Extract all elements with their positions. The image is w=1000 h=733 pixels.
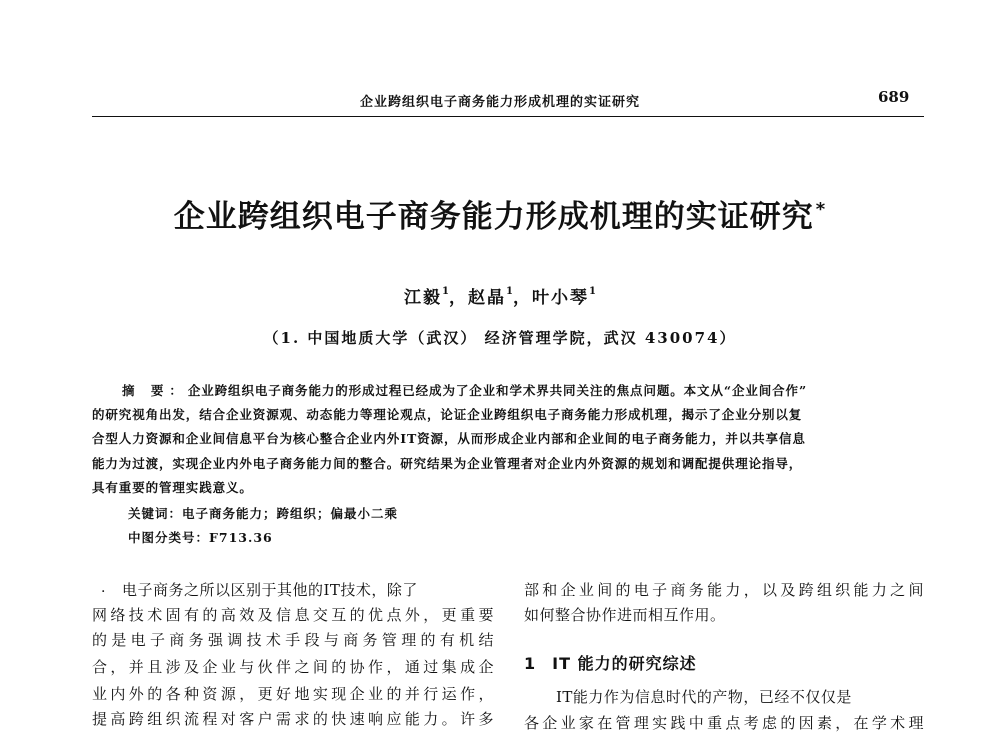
- abstract-text: 企业跨组织电子商务能力的形成过程已经成为了企业和学术界共同关注的焦点问题。本文从“企业间合作”: [187, 383, 808, 398]
- classification-text: F713.36: [209, 530, 273, 545]
- keywords: [128, 504, 398, 522]
- author-list: [0, 283, 1000, 308]
- author-separator: ，: [449, 288, 469, 308]
- header-rule: [92, 116, 924, 117]
- classification-label: 中图分类号：: [128, 530, 210, 545]
- paper-title: [0, 191, 1000, 236]
- paper-title-text: 企业跨组织电子商务能力形成机理的实证研究: [173, 199, 814, 235]
- keywords-text: 电子商务能力；跨组织；偏最小二乘: [182, 506, 399, 521]
- running-title: 企业跨组织电子商务能力形成机理的实证研究: [359, 95, 640, 110]
- body-line: 业内外的各种资源，更好地实现企业的并行运作，: [92, 685, 494, 703]
- title-footnote-mark: *: [815, 199, 827, 220]
- author-name: 江毅: [404, 288, 443, 308]
- author-affiliation-mark: 1: [588, 286, 596, 297]
- abstract-line: 合型人力资源和企业间信息平台为核心整合企业内外IT资源，从而形成企业内部和企业间的电子商务能力，并以共享信息: [92, 431, 806, 446]
- body-line: 的是电子商务强调技术手段与商务管理的有机结: [92, 631, 494, 649]
- keywords-label: 关键词：: [128, 506, 183, 521]
- stray-dot: ·: [101, 584, 106, 600]
- author-name: 叶小琴: [531, 288, 589, 308]
- author-name: 赵晶: [468, 288, 507, 308]
- section-title: IT 能力的研究综述: [552, 654, 697, 673]
- body-line: 网络技术固有的高效及信息交互的优点外，更重要: [92, 606, 494, 624]
- author-separator: ，: [512, 288, 532, 308]
- abstract-line: [122, 383, 924, 399]
- page-number: 689: [878, 88, 910, 106]
- body-line: 各企业家在管理实践中重点考虑的因素，在学术理: [524, 714, 924, 732]
- abstract-line: 能力为过渡，实现企业内外电子商务能力间的整合。研究结果为企业管理者对企业内外资源的规划和调配提供理论指导，: [92, 456, 803, 471]
- abstract-line: 具有重要的管理实践意义。: [92, 480, 253, 495]
- section-number: 1: [524, 654, 537, 673]
- body-line: 提高跨组织流程对客户需求的快速响应能力。许多: [92, 710, 494, 728]
- body-line: 合，并且涉及企业与伙伴之间的协作，通过集成企: [92, 658, 494, 676]
- affiliation: （1. 中国地质大学（武汉） 经济管理学院，武汉 430074）: [263, 329, 737, 347]
- author-affiliation-mark: 1: [442, 286, 450, 297]
- section-heading: [524, 651, 697, 674]
- body-line: 部和企业间的电子商务能力，以及跨组织能力之间: [524, 581, 924, 599]
- abstract-line: 的研究视角出发，结合企业资源观、动态能力等理论观点，论证企业跨组织电子商务能力形成机理，揭示了企业分别以复: [92, 407, 803, 422]
- abstract-label: 摘 要：: [122, 383, 188, 398]
- author-affiliation-mark: 1: [506, 286, 513, 297]
- classification: [128, 528, 273, 546]
- body-line: 如何整合协作进而相互作用。: [524, 606, 726, 624]
- body-line: IT能力作为信息时代的产物，已经不仅仅是: [556, 688, 852, 706]
- body-line: 电子商务之所以区别于其他的IT技术，除了: [122, 581, 418, 599]
